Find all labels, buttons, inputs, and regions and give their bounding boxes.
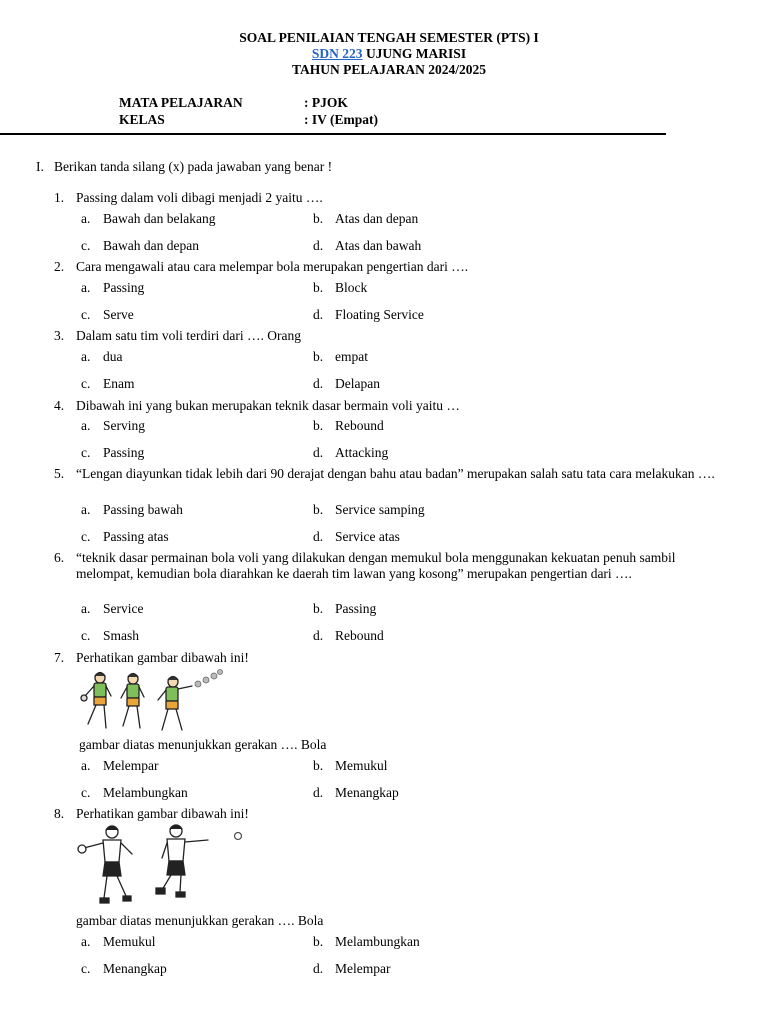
exam-header (0, 30, 768, 78)
question-number: 1. (54, 190, 65, 205)
instruction-text: Berikan tanda silang (x) pada jawaban yang benar ! (54, 159, 333, 174)
question-7-caption: gambar diatas menunjukkan gerakan …. Bola (79, 737, 327, 752)
question-text: Dalam satu tim voli terdiri dari …. Orang (76, 328, 301, 343)
bouncing-ball-figures-illustration (76, 822, 246, 912)
question-text: Perhatikan gambar dibawah ini! (76, 650, 249, 665)
question-text: “teknik dasar permainan bola voli yang dilakukan dengan memukul bola menggunakan kekuatan penuh sambil melompat, kemudian bola diarahkan ke daerah tim lawan yang kosong” merupakan pengertian dari …. (76, 550, 676, 581)
question-text: “Lengan diayunkan tidak lebih dari 90 derajat dengan bahu atau badan” merupakan salah satu tata cara melakukan …. (76, 466, 715, 481)
subject-value: : PJOK (304, 95, 348, 110)
header-divider (0, 133, 666, 135)
question-number: 2. (54, 259, 65, 274)
section-number: I. (36, 159, 44, 174)
question-number: 8. (54, 806, 65, 821)
question-number: 6. (54, 550, 65, 565)
question-number: 3. (54, 328, 65, 343)
class-label: KELAS (119, 112, 165, 127)
subject-label: MATA PELAJARAN (119, 95, 243, 110)
question-number: 4. (54, 398, 65, 413)
question-text: Cara mengawali atau cara melempar bola merupakan pengertian dari …. (76, 259, 469, 274)
school-link[interactable]: SDN 223 (311, 46, 363, 61)
class-value: : IV (Empat) (304, 112, 378, 127)
question-text: Dibawah ini yang bukan merupakan teknik dasar bermain voli yaitu … (76, 398, 460, 413)
question-text: Passing dalam voli dibagi menjadi 2 yaitu …. (76, 190, 323, 205)
throwing-figures-illustration (78, 668, 224, 738)
question-number: 5. (54, 466, 65, 481)
question-text: Perhatikan gambar dibawah ini! (76, 806, 249, 821)
question-number: 7. (54, 650, 65, 665)
question-8-caption: gambar diatas menunjukkan gerakan …. Bola (76, 913, 324, 928)
school-year: TAHUN PELAJARAN 2024/2025 (291, 62, 486, 77)
exam-title: SOAL PENILAIAN TENGAH SEMESTER (PTS) I (239, 30, 539, 45)
school-name: SDN 223 UJUNG MARISI (311, 46, 467, 61)
